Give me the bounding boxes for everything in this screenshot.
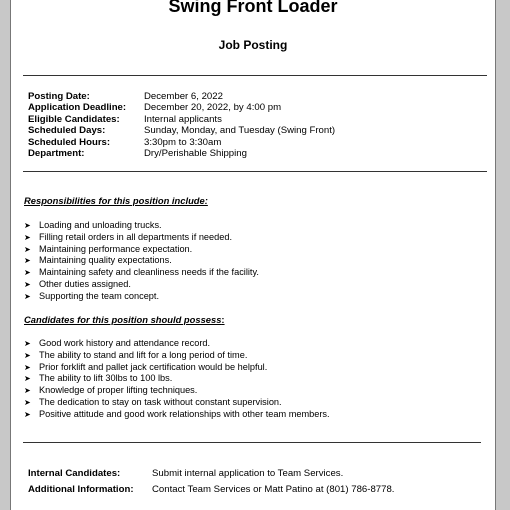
detail-value: December 6, 2022 xyxy=(144,91,223,102)
list-item xyxy=(24,409,330,421)
list-item-text: The ability to stand and lift for a long period of time. xyxy=(39,349,248,360)
list-item-text: The dedication to stay on task without constant supervision. xyxy=(39,396,282,407)
list-item xyxy=(24,385,330,397)
contact-info xyxy=(28,466,394,497)
arrow-bullet-icon: ➤ xyxy=(24,244,31,254)
list-item xyxy=(24,232,259,244)
detail-value: 3:30pm to 3:30am xyxy=(144,136,222,148)
arrow-bullet-icon: ➤ xyxy=(24,374,31,384)
footer-label: Additional Information: xyxy=(28,483,134,495)
document-title: Swing Front Loader xyxy=(168,0,338,16)
list-item xyxy=(24,350,330,362)
list-item-text: Maintaining safety and cleanliness needs if the facility. xyxy=(39,267,259,278)
list-item xyxy=(24,291,259,303)
list-item xyxy=(24,220,259,232)
responsibilities-list xyxy=(24,220,259,303)
candidates-heading xyxy=(24,314,225,325)
arrow-bullet-icon: ➤ xyxy=(24,232,31,242)
list-item xyxy=(24,279,259,291)
divider-details xyxy=(23,171,487,172)
detail-label: Application Deadline: xyxy=(28,102,127,114)
list-item xyxy=(24,255,259,267)
detail-label: Posting Date: xyxy=(28,91,90,102)
arrow-bullet-icon: ➤ xyxy=(24,350,31,360)
responsibilities-heading: Responsibilities for this position include: xyxy=(24,195,208,206)
arrow-bullet-icon: ➤ xyxy=(24,397,31,407)
footer-value: Submit internal application to Team Services. xyxy=(152,468,344,479)
list-item-text: Other duties assigned. xyxy=(39,278,131,289)
list-item xyxy=(24,397,330,409)
detail-row xyxy=(28,114,335,125)
footer-value: Contact Team Services or Matt Patino at (801) 786-8778. xyxy=(152,483,395,495)
detail-row xyxy=(28,102,335,113)
arrow-bullet-icon: ➤ xyxy=(24,409,31,419)
document-subtitle: Job Posting xyxy=(218,38,288,52)
list-item-text: The ability to lift 30lbs to 100 lbs. xyxy=(39,373,173,384)
arrow-bullet-icon: ➤ xyxy=(24,291,31,301)
list-item-text: Knowledge of proper lifting techniques. xyxy=(39,385,198,396)
detail-label: Scheduled Days: xyxy=(28,125,106,137)
footer-row xyxy=(28,482,394,498)
list-item xyxy=(24,338,330,350)
list-item-text: Good work history and attendance record. xyxy=(39,338,211,348)
list-item xyxy=(24,362,330,374)
list-item-text: Loading and unloading trucks. xyxy=(39,220,162,230)
detail-value: Dry/Perishable Shipping xyxy=(144,148,247,160)
list-item-text: Prior forklift and pallet jack certification would be helpful. xyxy=(39,361,268,372)
list-item-text: Supporting the team concept. xyxy=(39,290,160,301)
detail-label: Department: xyxy=(28,148,85,160)
divider-bottom xyxy=(23,442,481,443)
list-item-text: Filling retail orders in all departments if needed. xyxy=(39,231,233,242)
arrow-bullet-icon: ➤ xyxy=(24,268,31,278)
list-item xyxy=(24,267,259,279)
document-page xyxy=(10,0,496,510)
list-item xyxy=(24,244,259,256)
list-item-text: Positive attitude and good work relationships with other team members. xyxy=(39,408,330,419)
detail-row xyxy=(28,137,335,148)
footer-label: Internal Candidates: xyxy=(28,468,121,479)
detail-label: Eligible Candidates: xyxy=(28,113,120,125)
candidates-heading-text: Candidates for this position should possess xyxy=(24,314,222,325)
candidates-list xyxy=(24,338,330,421)
divider-top xyxy=(23,75,487,76)
list-item xyxy=(24,373,330,385)
detail-label: Scheduled Hours: xyxy=(28,136,111,148)
arrow-bullet-icon: ➤ xyxy=(24,339,31,348)
arrow-bullet-icon: ➤ xyxy=(24,256,31,266)
arrow-bullet-icon: ➤ xyxy=(24,362,31,372)
detail-value: Sunday, Monday, and Tuesday (Swing Front) xyxy=(144,125,336,137)
list-item-text: Maintaining quality expectations. xyxy=(39,255,172,266)
detail-value: Internal applicants xyxy=(144,113,222,125)
arrow-bullet-icon: ➤ xyxy=(24,386,31,396)
footer-row xyxy=(28,466,394,482)
detail-row xyxy=(28,125,335,136)
detail-row xyxy=(28,91,335,102)
list-item-text: Maintaining performance expectation. xyxy=(39,243,193,254)
detail-value: December 20, 2022, by 4:00 pm xyxy=(144,102,282,114)
candidates-heading-colon: : xyxy=(221,314,225,325)
posting-details xyxy=(28,91,335,159)
arrow-bullet-icon: ➤ xyxy=(24,221,31,230)
detail-row xyxy=(28,148,335,159)
arrow-bullet-icon: ➤ xyxy=(24,279,31,289)
